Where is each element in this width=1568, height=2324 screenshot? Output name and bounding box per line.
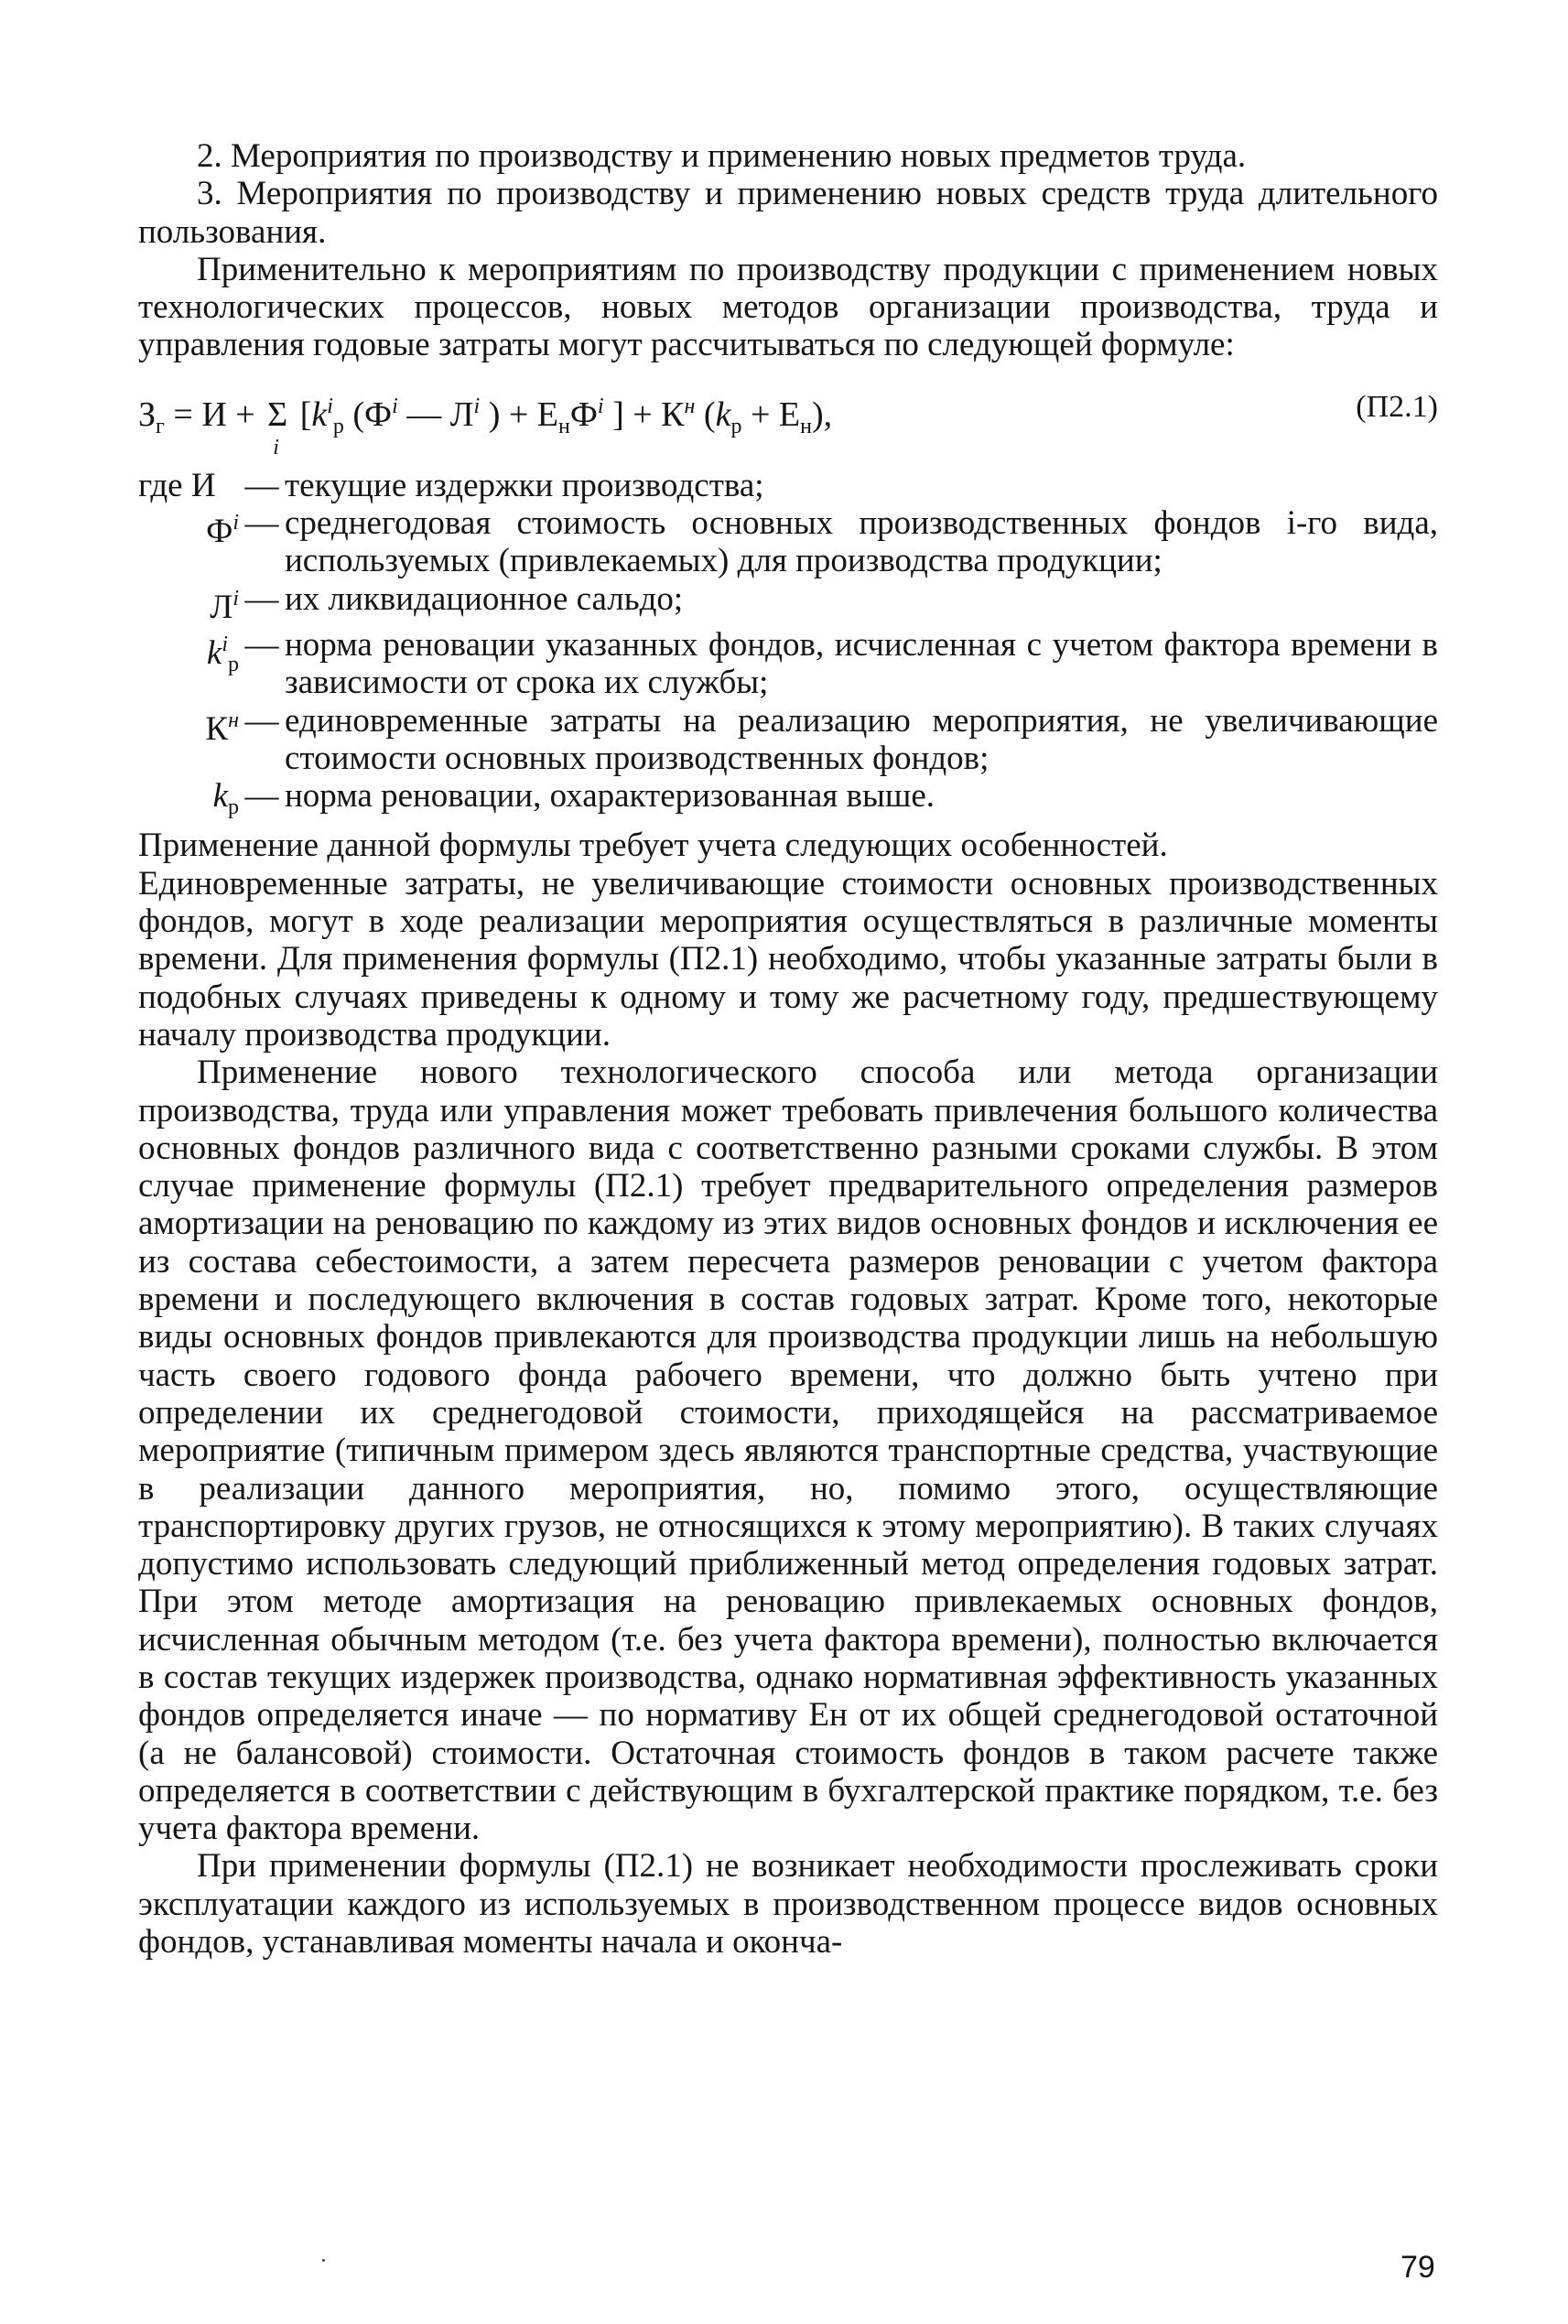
page-number: 79: [1400, 2250, 1435, 2285]
variable-row: [138, 702, 1438, 778]
formula-kp-sub: р: [730, 414, 742, 438]
variable-text: норма реновации указанных фондов, исчисленная с учетом фактора времени в зависимости от срока их службы;: [285, 625, 1438, 702]
formula-part: = И +: [164, 395, 265, 434]
symbol-sup: i: [222, 632, 228, 656]
formula-lhs-sub: г: [156, 414, 165, 438]
symbol-sub: р: [228, 795, 239, 820]
formula-kn-sup: н: [684, 394, 696, 418]
paragraph-features: Применение данной формулы требует учета следующих особенностей.: [138, 827, 1168, 865]
scan-speck: [322, 2259, 325, 2262]
document-page: [138, 137, 1438, 1961]
dash: —: [244, 777, 279, 816]
formula-number: (П2.1): [1356, 389, 1438, 424]
formula-kp: k: [715, 395, 731, 434]
sum-symbol: Σ: [267, 395, 288, 434]
paragraph-item-2: 2. Мероприятия по производству и применению новых предметов труда.: [197, 137, 1247, 175]
symbol-sup: i: [232, 511, 239, 535]
variable-text: среднегодовая стоимость основных производственных фондов i-го вида, используемых (привлекаемых) для производства продукции;: [285, 504, 1438, 580]
variable-row: [138, 626, 1438, 702]
paragraph-new-method: Применение нового технологического способа или метода организации производства, труда или управления может требовать привлечения большого количества основных фондов различного вида с соответственно разными сроками службы. В этом случае применение формулы (П2.1) требует предварительного определения размеров амортизации на реновацию по каждому из этих видов основных фондов и исключения ее из состава себестоимости, а затем пересчета размеров реновации с учетом фактора времени и последующего включения в состав годовых затрат. Кроме того, некоторые виды основных фондов привлекаются для производства продукции лишь на небольшую часть своего годового фонда рабочего времени, что должно быть учтено при определении их среднегодовой стоимости, приходящейся на рассматриваемое мероприятие (типичным примером здесь являются транспортные средства, участвующие в реализации данного мероприятия, но, помимо этого, осуществляющие транспортировку других грузов, не относящихся к этому мероприятию). В таких случаях допустимо использовать следующий приближенный метод определения годовых затрат. При этом методе амортизация на реновацию привлекаемых основных фондов, исчисленная обычным методом (т.е. без учета фактора времени), полностью включается в состав текущих издержек производства, однако нормативная эффективность указанных фондов определяется иначе — по нормативу Ен от их общей среднегодовой остаточной (а не балансовой) стоимости. Остаточная стоимость фондов в таком расчете также определяется в соответствии с действующим в бухгалтерской практике порядком, т.е. без учета фактора времени.: [138, 1054, 1438, 1848]
variable-text: их ликвидационное сальдо;: [285, 579, 684, 618]
formula-part: — Л: [397, 395, 474, 434]
formula-l-sup: i: [473, 394, 481, 418]
variable-symbol: [138, 580, 239, 626]
formula-part: + Е: [741, 395, 801, 434]
paragraph-item-3: 3. Мероприятия по производству и применению новых средств труда длительного пользования.: [138, 175, 1438, 251]
formula-sum: [264, 395, 291, 459]
formula-part: [: [291, 395, 312, 434]
variable-row: [138, 777, 1438, 827]
formula-en-sub: н: [558, 414, 570, 438]
symbol-sup: i: [232, 586, 239, 611]
variable-symbol: [138, 626, 239, 684]
variable-text: норма реновации, охарактеризованная выше.: [285, 777, 935, 816]
variable-text: единовременные затраты на реализацию мероприятия, не увеличивающие стоимости основных производственных фондов;: [285, 701, 1438, 777]
variable-definitions: [138, 467, 1438, 827]
variable-row: [138, 467, 1438, 504]
formula-en2-sub: н: [800, 414, 812, 438]
symbol-sup: н: [228, 708, 239, 732]
dash: —: [244, 504, 279, 543]
symbol-main: Ф: [206, 513, 233, 551]
variable-row: [138, 504, 1438, 580]
dash: —: [244, 701, 279, 740]
formula-part: (: [695, 395, 716, 434]
variable-row: [138, 580, 1438, 626]
dash: —: [244, 466, 279, 504]
symbol-sub: р: [228, 652, 239, 676]
variable-text: текущие издержки производства;: [285, 466, 764, 504]
dash: —: [244, 579, 279, 618]
formula-k: k: [311, 395, 328, 434]
formula-k-sub: р: [332, 414, 344, 438]
dash: —: [244, 625, 279, 664]
where-lead: где И: [138, 466, 216, 504]
formula-part: ) + Е: [480, 395, 559, 434]
variable-symbol: [138, 504, 239, 550]
variable-symbol: [138, 777, 239, 827]
paragraph-onetime-costs: Единовременные затраты, не увеличивающие стоимости основных производственных фондов, могут в ходе реализации мероприятия осуществляться в различные моменты времени. Для применения формулы (П2.1) необходимо, чтобы указанные затраты были в подобных случаях приведены к одному и тому же расчетному году, предшествующему началу производства продукции.: [138, 864, 1438, 1054]
paragraph-application: При применении формулы (П2.1) не возникает необходимости прослеживать сроки эксплуатации каждого из используемых в производственном процессе видов основных фондов, устанавливая моменты начала и оконча-: [138, 1847, 1438, 1962]
formula-part: Ф: [569, 395, 598, 434]
formula-part: ),: [811, 395, 833, 434]
formula-part: ] + К: [603, 395, 685, 434]
symbol-main: k: [212, 777, 228, 816]
symbol-main: k: [206, 633, 222, 672]
paragraph-intro-formula: Применительно к мероприятиям по производству продукции с применением новых технологических процессов, новых методов организации производства, труда и управления годовые затраты могут рассчитываться по следующей формуле:: [138, 250, 1438, 364]
formula-block: [138, 388, 1438, 459]
formula-lhs: З: [138, 395, 157, 434]
sum-index: i: [273, 435, 279, 459]
formula-phi-sup: i: [392, 394, 398, 418]
variable-symbol: [138, 702, 239, 748]
formula-p2-1: [138, 388, 833, 459]
formula-phi2-sup: i: [597, 394, 604, 418]
formula-k-sup: i: [327, 394, 333, 418]
formula-part: (Ф: [343, 395, 393, 434]
symbol-main: К: [205, 709, 229, 748]
symbol-main: Л: [210, 588, 233, 626]
